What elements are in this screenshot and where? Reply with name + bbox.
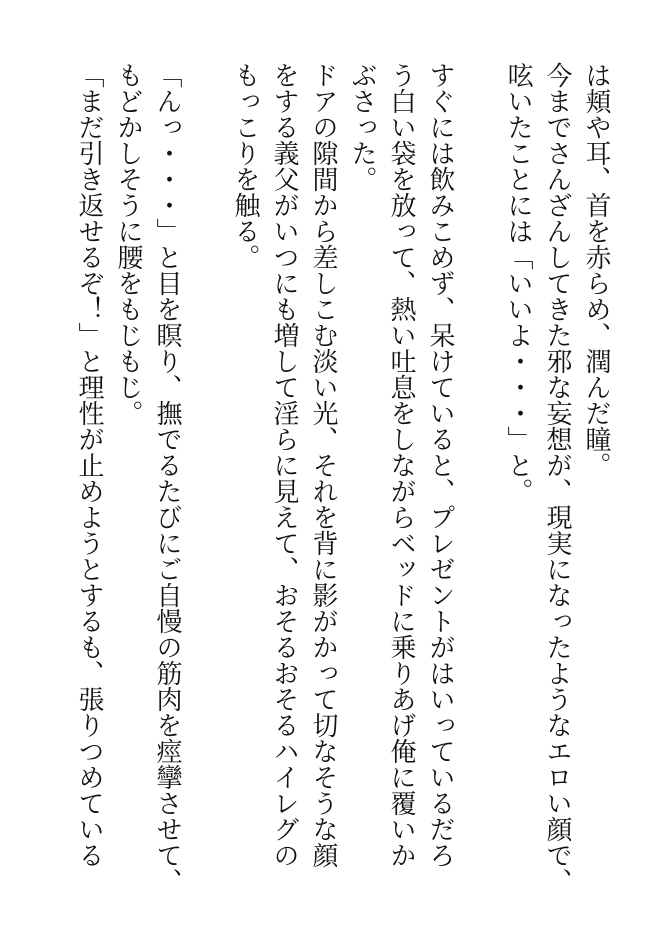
vertical-text-body bbox=[69, 62, 615, 894]
text-line: もどかしそうに腰をもじもじ。 bbox=[113, 62, 143, 426]
paragraph-gap bbox=[186, 62, 225, 882]
text-line: 今までさんざんしてきた邪な妄想が、現実になったようなエロい顔で、 bbox=[542, 62, 572, 894]
text-line: をする義父がいつにも増して淫らに見えて、おそるおそるハイレグの bbox=[269, 62, 299, 868]
text-line: は頬や耳、首を赤らめ、潤んだ瞳。 bbox=[581, 62, 611, 478]
text-line: もっこりを触る。 bbox=[230, 62, 260, 270]
text-line: 「まだ引き返せるぞ！」と理性が止めようとするも、張りつめている bbox=[74, 62, 104, 868]
text-line: ドアの隙間から差しこむ淡い光、それを背に影がかって切なそうな顔 bbox=[308, 62, 338, 868]
text-line: ぶさった。 bbox=[347, 62, 377, 192]
text-line: 呟いたことには「いいよ・・・」と。 bbox=[503, 62, 533, 504]
text-line: すぐには飲みこめず、呆けていると、プレゼントがはいっているだろ bbox=[425, 62, 455, 868]
paragraph-2 bbox=[225, 62, 459, 882]
paragraph-3 bbox=[69, 62, 186, 894]
paragraph-1 bbox=[498, 62, 615, 894]
text-line: う白い袋を放って、熱い吐息をしながらベッドに乗りあげ俺に覆いか bbox=[386, 62, 416, 868]
text-line: 「んっ・・・」と目を瞑り、撫でるたびにご自慢の筋肉を痙攣させて、 bbox=[152, 62, 182, 894]
paragraph-gap bbox=[459, 62, 498, 882]
